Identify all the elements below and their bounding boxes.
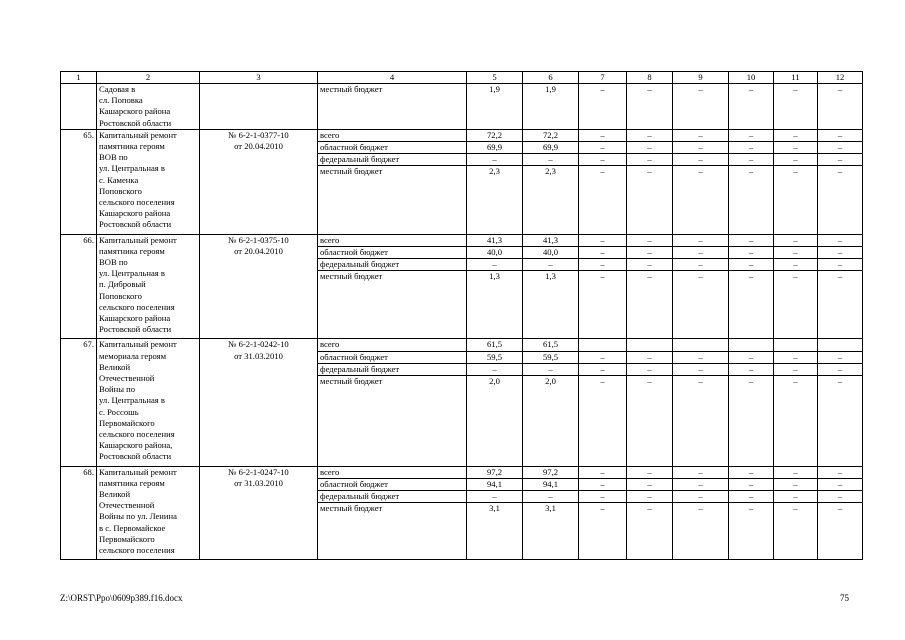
value-cell: 2,0	[523, 376, 579, 467]
value-cell: 2,3	[523, 166, 579, 234]
cell-line: Отечественной	[99, 500, 155, 511]
value-cell: –	[774, 84, 818, 130]
cell-line: сельского поселения	[99, 429, 175, 440]
cell-line: от 20.04.2010	[234, 141, 283, 152]
value-cell: –	[818, 246, 863, 258]
value-cell: –	[673, 271, 729, 339]
cell-line: ВОВ по	[99, 152, 128, 163]
value-cell: –	[774, 478, 818, 490]
cell-line: Кашарского района	[99, 208, 171, 219]
cell-line: памятника героям	[99, 477, 165, 488]
col-header: 3	[200, 72, 318, 84]
col-header: 11	[774, 72, 818, 84]
cell-line: Кашарского района,	[99, 440, 173, 451]
value-cell: 61,5	[523, 339, 579, 351]
object-name-cell	[97, 129, 200, 234]
value-cell: –	[818, 478, 863, 490]
value-cell: –	[729, 503, 774, 560]
value-cell: –	[579, 246, 627, 258]
col-header: 12	[818, 72, 863, 84]
cell-line: Отечественной	[99, 373, 155, 384]
value-cell: –	[729, 351, 774, 363]
cell-line: сл. Поповка	[99, 95, 143, 106]
value-cell: 41,3	[467, 234, 523, 246]
value-cell: –	[467, 491, 523, 503]
value-cell: –	[774, 234, 818, 246]
value-cell: –	[627, 142, 673, 154]
value-cell	[627, 339, 673, 351]
value-cell: –	[818, 503, 863, 560]
value-cell: –	[729, 166, 774, 234]
funding-source: областной бюджет	[318, 478, 467, 490]
cell-line: Капитальный ремонт	[99, 339, 177, 350]
value-cell: –	[673, 166, 729, 234]
value-cell: –	[774, 142, 818, 154]
cell-line: Капитальный ремонт	[99, 129, 177, 140]
cell-line: Великой	[99, 361, 131, 372]
value-cell: –	[729, 142, 774, 154]
value-cell: 1,9	[523, 84, 579, 130]
page-number: 75	[840, 593, 849, 603]
funding-source: всего	[318, 234, 467, 246]
value-cell: –	[729, 154, 774, 166]
value-cell: –	[627, 129, 673, 141]
cell-line: в с. Первомайское	[99, 522, 166, 533]
cell-line: Великой	[99, 489, 131, 500]
value-cell: 61,5	[467, 339, 523, 351]
cell-line: № 6-2-1-0242-10	[228, 339, 289, 350]
value-cell: –	[627, 166, 673, 234]
header-row	[61, 72, 863, 84]
value-cell: –	[818, 259, 863, 271]
cell-line: Садовая в	[99, 84, 136, 94]
funding-source: местный бюджет	[318, 84, 467, 130]
cell-line: ул. Центральная в	[99, 395, 165, 406]
cell-line: Ростовской области	[99, 219, 172, 230]
value-cell: –	[729, 246, 774, 258]
value-cell	[673, 339, 729, 351]
cell-line: № 6-2-1-0377-10	[228, 129, 289, 140]
budget-table	[60, 71, 863, 560]
value-cell: 94,1	[467, 478, 523, 490]
value-cell: –	[579, 478, 627, 490]
cell-line: Первомайского	[99, 417, 155, 428]
value-cell: 41,3	[523, 234, 579, 246]
cell-line: Ростовской области	[99, 451, 172, 462]
cell-line: Ростовской области	[99, 324, 172, 335]
value-cell: –	[579, 271, 627, 339]
value-cell: –	[774, 351, 818, 363]
value-cell: –	[774, 129, 818, 141]
value-cell: –	[579, 351, 627, 363]
funding-source: областной бюджет	[318, 142, 467, 154]
value-cell: –	[579, 154, 627, 166]
value-cell: –	[729, 491, 774, 503]
col-header: 2	[97, 72, 200, 84]
value-cell: –	[774, 154, 818, 166]
value-cell: –	[579, 503, 627, 560]
cell-line: Войны по ул. Ленина	[99, 511, 177, 522]
value-cell: –	[579, 234, 627, 246]
value-cell: –	[774, 166, 818, 234]
col-header: 5	[467, 72, 523, 84]
value-cell	[579, 339, 627, 351]
value-cell: –	[523, 491, 579, 503]
value-cell: 3,1	[523, 503, 579, 560]
value-cell: 97,2	[467, 466, 523, 478]
value-cell: –	[673, 491, 729, 503]
value-cell: 2,0	[467, 376, 523, 467]
cell-line: с. Россошь	[99, 406, 139, 417]
value-cell: –	[729, 234, 774, 246]
value-cell: 1,3	[467, 271, 523, 339]
value-cell: –	[729, 271, 774, 339]
value-cell: –	[818, 466, 863, 478]
value-cell: –	[818, 491, 863, 503]
value-cell: –	[673, 129, 729, 141]
col-header: 1	[61, 72, 97, 84]
funding-source: местный бюджет	[318, 376, 467, 467]
value-cell: –	[818, 363, 863, 375]
value-cell: 97,2	[523, 466, 579, 478]
funding-source: местный бюджет	[318, 503, 467, 560]
value-cell: –	[579, 466, 627, 478]
value-cell: –	[729, 84, 774, 130]
value-cell: –	[774, 491, 818, 503]
value-cell: –	[673, 234, 729, 246]
file-path: Z:\ORST\Ppo\0609p389.f16.docx	[60, 593, 183, 603]
cell-line: Кашарского района	[99, 106, 171, 117]
value-cell: –	[673, 466, 729, 478]
value-cell: 72,2	[467, 129, 523, 141]
cell-line: от 31.03.2010	[234, 477, 283, 488]
cell-line: памятника героям	[99, 245, 165, 256]
col-header: 4	[318, 72, 467, 84]
cell-line: Ростовской области	[99, 117, 172, 128]
value-cell: –	[627, 491, 673, 503]
entry-number: 66.	[61, 234, 97, 339]
value-cell: –	[627, 363, 673, 375]
value-cell: –	[818, 142, 863, 154]
document-cell	[200, 339, 318, 466]
funding-source: областной бюджет	[318, 246, 467, 258]
value-cell: –	[579, 84, 627, 130]
cell-line: мемориала героям	[99, 350, 167, 361]
cell-line: ул. Центральная в	[99, 163, 165, 174]
cell-line: памятника героям	[99, 141, 165, 152]
value-cell: –	[774, 466, 818, 478]
value-cell: 69,9	[467, 142, 523, 154]
cell-line: Поповского	[99, 185, 142, 196]
cell-line: ул. Центральная в	[99, 268, 165, 279]
cell-line: № 6-2-1-0247-10	[228, 466, 289, 477]
table-row	[61, 339, 863, 351]
cell-line: Кашарского района	[99, 313, 171, 324]
object-name-cell	[97, 234, 200, 339]
value-cell: –	[627, 246, 673, 258]
cell-line: с. Каменка	[99, 174, 139, 185]
value-cell: –	[818, 84, 863, 130]
value-cell: –	[579, 129, 627, 141]
document-cell	[200, 234, 318, 339]
value-cell: –	[523, 363, 579, 375]
value-cell: –	[627, 271, 673, 339]
funding-source: местный бюджет	[318, 271, 467, 339]
cell-line: Первомайского	[99, 533, 155, 544]
value-cell: –	[523, 259, 579, 271]
value-cell: –	[627, 503, 673, 560]
value-cell: –	[673, 478, 729, 490]
value-cell: –	[523, 154, 579, 166]
value-cell: 94,1	[523, 478, 579, 490]
value-cell: –	[627, 234, 673, 246]
value-cell: –	[627, 466, 673, 478]
funding-source: областной бюджет	[318, 351, 467, 363]
value-cell: –	[729, 129, 774, 141]
value-cell: –	[673, 84, 729, 130]
cell-line: № 6-2-1-0375-10	[228, 234, 289, 245]
value-cell: –	[818, 154, 863, 166]
value-cell: 59,5	[467, 351, 523, 363]
value-cell: –	[467, 363, 523, 375]
value-cell: –	[729, 376, 774, 467]
value-cell: –	[774, 246, 818, 258]
document-cell	[200, 466, 318, 560]
col-header: 8	[627, 72, 673, 84]
funding-source: федеральный бюджет	[318, 259, 467, 271]
value-cell: –	[818, 376, 863, 467]
document-cell	[200, 129, 318, 234]
value-cell: –	[627, 154, 673, 166]
value-cell	[729, 339, 774, 351]
value-cell: 1,3	[523, 271, 579, 339]
value-cell	[818, 339, 863, 351]
value-cell: –	[579, 491, 627, 503]
cell-line: Капитальный ремонт	[99, 234, 177, 245]
col-header: 9	[673, 72, 729, 84]
value-cell: –	[673, 351, 729, 363]
value-cell: –	[774, 363, 818, 375]
value-cell: –	[627, 351, 673, 363]
value-cell: –	[579, 142, 627, 154]
value-cell: –	[467, 259, 523, 271]
col-header: 6	[523, 72, 579, 84]
value-cell: –	[774, 376, 818, 467]
value-cell: –	[729, 363, 774, 375]
cell-line: п. Дибровый	[99, 279, 146, 290]
table-row	[61, 234, 863, 246]
value-cell: –	[729, 466, 774, 478]
funding-source: всего	[318, 339, 467, 351]
value-cell: –	[673, 259, 729, 271]
value-cell: 40,0	[523, 246, 579, 258]
value-cell: 40,0	[467, 246, 523, 258]
value-cell: –	[774, 503, 818, 560]
value-cell	[774, 339, 818, 351]
object-name-cell	[97, 466, 200, 560]
value-cell: –	[579, 363, 627, 375]
value-cell: –	[673, 154, 729, 166]
cell-line: от 20.04.2010	[234, 245, 283, 256]
cell-line: сельского поселения	[99, 301, 175, 312]
funding-source: всего	[318, 129, 467, 141]
value-cell: –	[627, 84, 673, 130]
entry-number: 65.	[61, 129, 97, 234]
value-cell: –	[818, 129, 863, 141]
value-cell: –	[579, 376, 627, 467]
value-cell: –	[774, 259, 818, 271]
value-cell: –	[673, 503, 729, 560]
table-row	[61, 129, 863, 141]
value-cell: –	[673, 246, 729, 258]
value-cell: –	[729, 478, 774, 490]
table-row	[61, 84, 863, 130]
value-cell: –	[673, 376, 729, 467]
value-cell: –	[818, 234, 863, 246]
object-name-cell	[97, 84, 200, 130]
entry-number: 67.	[61, 339, 97, 466]
value-cell: –	[579, 259, 627, 271]
cell-line: ВОВ по	[99, 257, 128, 268]
funding-source: федеральный бюджет	[318, 491, 467, 503]
cell-line: Войны по	[99, 384, 136, 395]
value-cell: –	[774, 271, 818, 339]
funding-source: местный бюджет	[318, 166, 467, 234]
object-name-cell	[97, 339, 200, 466]
value-cell: –	[627, 376, 673, 467]
value-cell: 2,3	[467, 166, 523, 234]
value-cell: 1,9	[467, 84, 523, 130]
value-cell: 3,1	[467, 503, 523, 560]
cell-line: сельского поселения	[99, 197, 175, 208]
col-header: 10	[729, 72, 774, 84]
value-cell: –	[627, 259, 673, 271]
value-cell: –	[729, 259, 774, 271]
cell-line: от 31.03.2010	[234, 350, 283, 361]
cell-line: Поповского	[99, 290, 142, 301]
funding-source: федеральный бюджет	[318, 154, 467, 166]
value-cell: –	[627, 478, 673, 490]
value-cell: –	[467, 154, 523, 166]
entry-number: 68.	[61, 466, 97, 560]
funding-source: федеральный бюджет	[318, 363, 467, 375]
value-cell: –	[818, 351, 863, 363]
value-cell: –	[673, 363, 729, 375]
num-cell	[61, 84, 97, 130]
table-row	[61, 466, 863, 478]
value-cell: 69,9	[523, 142, 579, 154]
value-cell: –	[818, 271, 863, 339]
value-cell: –	[579, 166, 627, 234]
cell-line: сельского поселения	[99, 545, 175, 556]
value-cell: 72,2	[523, 129, 579, 141]
funding-source: всего	[318, 466, 467, 478]
value-cell: 59,5	[523, 351, 579, 363]
value-cell: –	[818, 166, 863, 234]
document-cell	[200, 84, 318, 130]
col-header: 7	[579, 72, 627, 84]
cell-line: Капитальный ремонт	[99, 466, 177, 477]
value-cell: –	[673, 142, 729, 154]
